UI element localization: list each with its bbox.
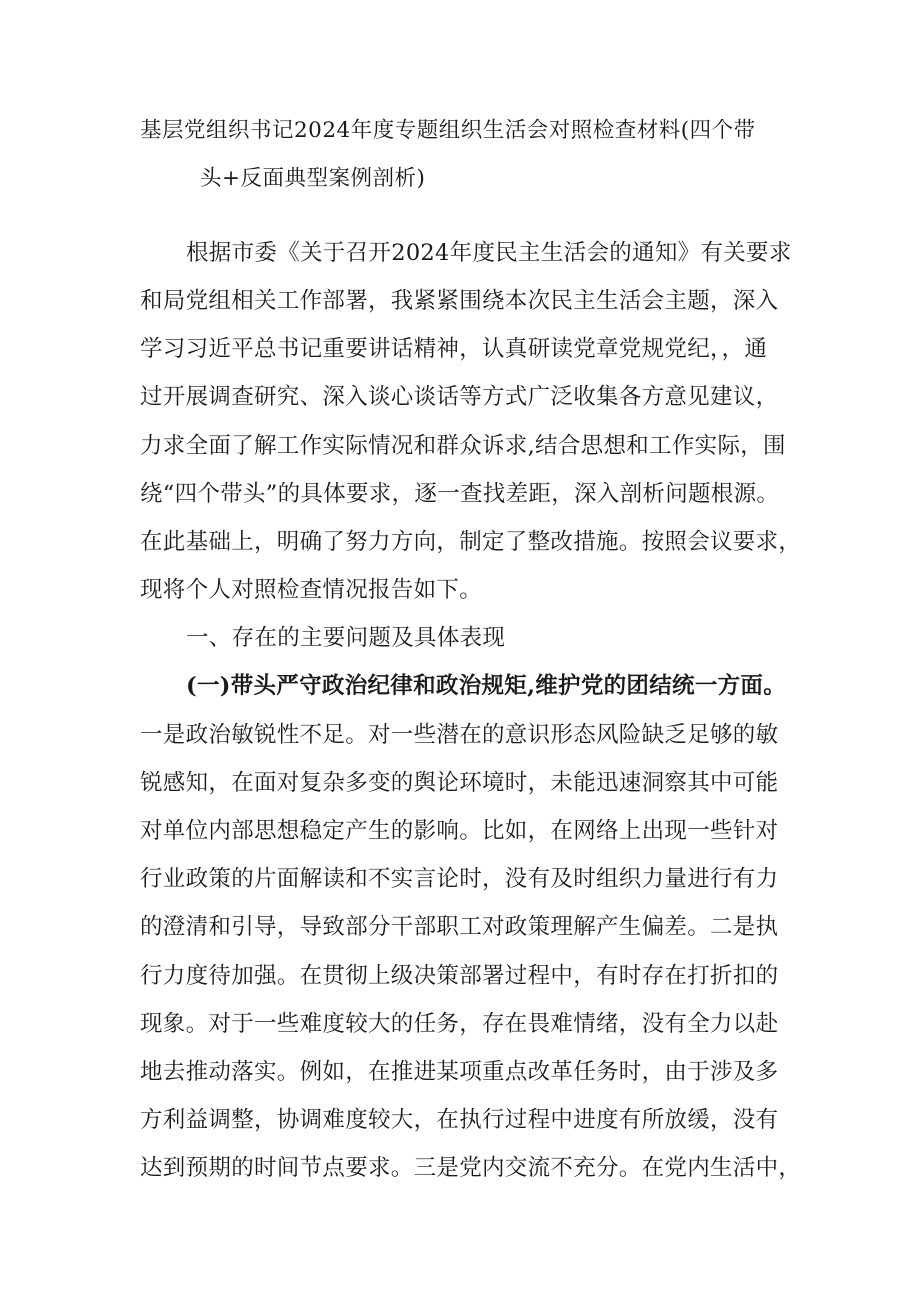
body-paragraph-line: 的澄清和引导，导致部分干部职工对政策理解产生偏差。二是执 <box>140 914 779 940</box>
body-paragraph-line: 行业政策的片面解读和不实言论时，没有及时组织力量进行有力 <box>140 866 779 892</box>
intro-paragraph-line: 根据市委《关于召开2024年度民主生活会的通知》有关要求 <box>186 240 792 266</box>
intro-paragraph-line: 过开展调查研究、深入谈心谈话等方式广泛收集各方意见建议， <box>140 384 779 410</box>
body-paragraph-line: 对单位内部思想稳定产生的影响。比如，在网络上出现一些针对 <box>140 818 779 844</box>
body-paragraph-line: 方利益调整，协调难度较大，在执行过程中进度有所放缓，没有 <box>140 1107 779 1133</box>
section-heading: 一、存在的主要问题及具体表现 <box>186 625 506 651</box>
intro-paragraph-line: 在此基础上，明确了努力方向，制定了整改措施。按照会议要求， <box>140 529 802 555</box>
body-paragraph-line: 一是政治敏锐性不足。对一些潜在的意识形态风险缺乏足够的敏 <box>140 722 779 748</box>
intro-paragraph-line: 学习习近平总书记重要讲话精神，认真研读党章党规党纪，，通 <box>140 336 768 362</box>
body-paragraph-line: 锐感知，在面对复杂多变的舆论环境时，未能迅速洞察其中可能 <box>140 770 779 796</box>
intro-paragraph-line: 现将个人对照检查情况报告如下。 <box>140 577 483 603</box>
intro-paragraph-line: 绕“四个带头”的具体要求，逐一查找差距，深入剖析问题根源。 <box>140 481 780 507</box>
body-paragraph-line: 达到预期的时间节点要求。三是党内交流不充分。在党内生活中， <box>140 1155 802 1181</box>
document-title-line-1: 基层党组织书记2024年度专题组织生活会对照检查材料(四个带 <box>140 118 756 143</box>
intro-paragraph-line: 力求全面了解工作实际情况和群众诉求,结合思想和工作实际，围 <box>140 433 786 459</box>
intro-paragraph-line: 和局党组相关工作部署，我紧紧围绕本次民主生活会主题，深入 <box>140 288 779 314</box>
body-paragraph-line: 行力度待加强。在贯彻上级决策部署过程中，有时存在打折扣的 <box>140 963 779 989</box>
document-title-line-2: 头+反面典型案例剖析) <box>200 166 426 191</box>
subsection-heading: (一)带头严守政治纪律和政治规矩,维护党的团结统一方面。 <box>186 673 787 699</box>
body-paragraph-line: 现象。对于一些难度较大的任务，存在畏难情绪，没有全力以赴 <box>140 1011 779 1037</box>
body-paragraph-line: 地去推动落实。例如，在推进某项重点改革任务时，由于涉及多 <box>140 1059 779 1085</box>
